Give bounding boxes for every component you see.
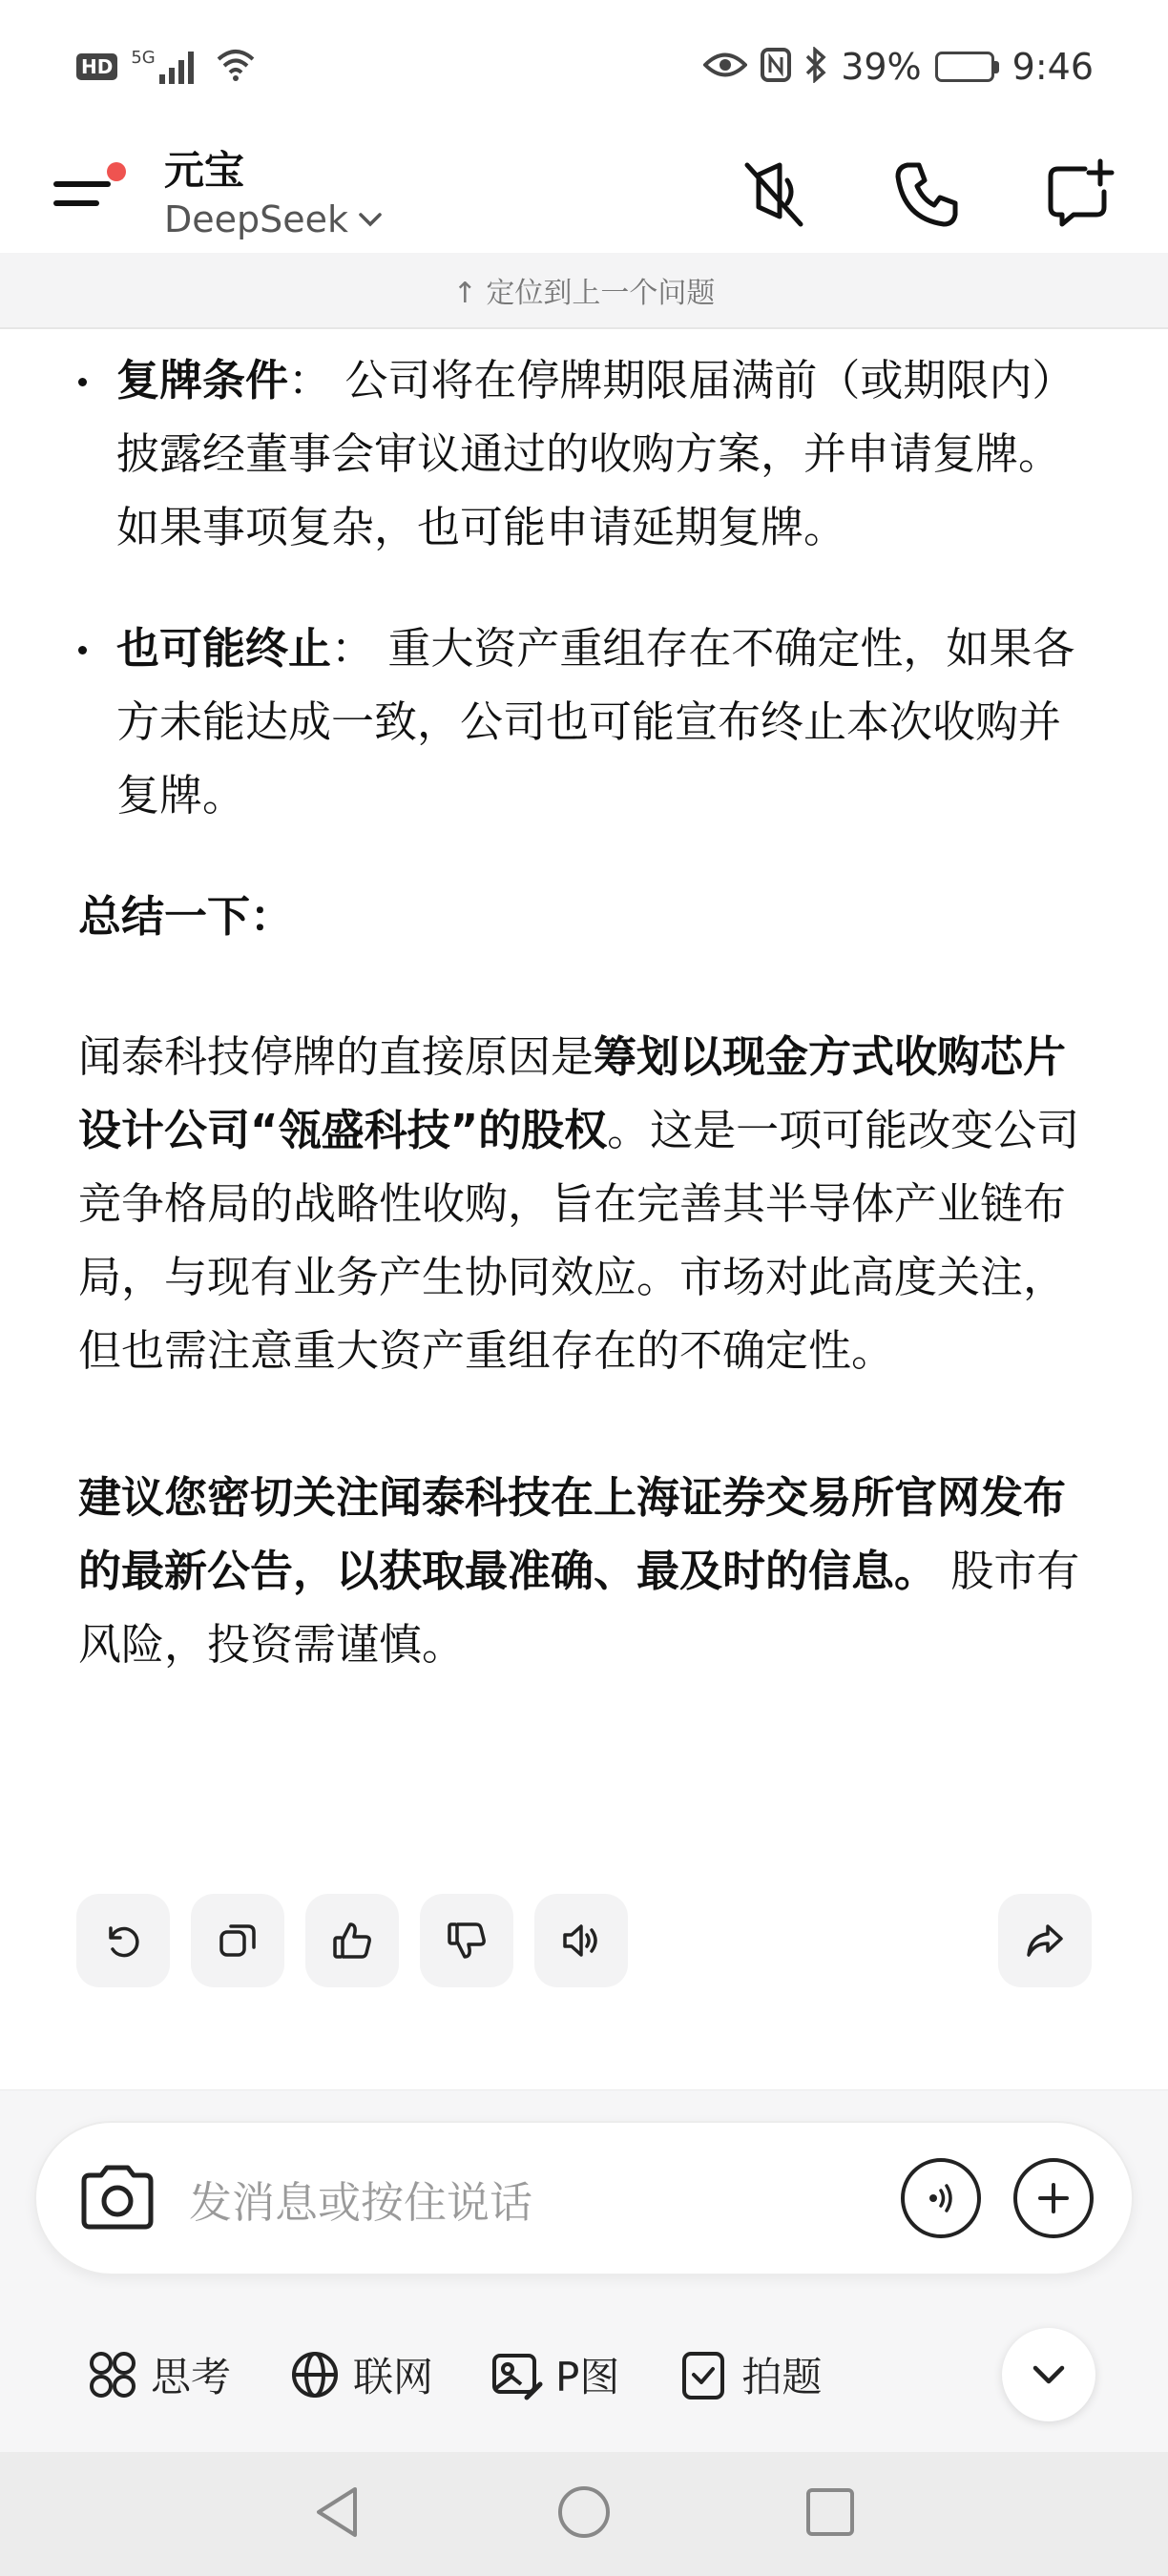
home-circle-icon [555, 2483, 613, 2541]
read-aloud-button[interactable] [534, 1894, 628, 1987]
notification-dot [107, 162, 126, 181]
tool-label: P图 [555, 2354, 620, 2400]
composer-area [0, 2089, 1168, 2452]
image-edit-icon [489, 2346, 546, 2403]
network-type: 5G [131, 48, 156, 68]
hd-badge: HD [76, 53, 117, 80]
message-input[interactable]: 发消息或按住说话 [189, 2176, 533, 2228]
message-content [78, 343, 1095, 1681]
tool-image-edit[interactable] [489, 2346, 619, 2403]
refresh-icon [101, 1919, 145, 1963]
share-icon [1023, 1919, 1067, 1963]
app-title: 元宝 [164, 146, 245, 194]
signal-icon [131, 50, 200, 84]
chevron-down-icon [358, 211, 383, 228]
advice-post: 股市有风险，投资需谨慎。 [78, 1546, 1080, 1670]
back-triangle-icon [311, 2483, 365, 2541]
header [0, 134, 1168, 253]
camera-icon [74, 2160, 160, 2236]
tool-web-search[interactable] [286, 2346, 433, 2403]
expand-tools-button[interactable] [1002, 2328, 1095, 2421]
summary-paragraph [78, 1020, 1095, 1387]
status-left [76, 48, 257, 86]
header-actions [735, 155, 1118, 233]
voice-wave-icon [920, 2177, 962, 2219]
home-button[interactable] [555, 2483, 613, 2545]
chevron-down-icon [1030, 2362, 1068, 2387]
summary-pre: 闻泰科技停牌的直接原因是 [78, 1031, 594, 1082]
tool-label: 思考 [151, 2354, 232, 2400]
mute-button[interactable] [735, 155, 813, 233]
model-selector[interactable] [164, 197, 383, 242]
copy-button[interactable] [191, 1894, 284, 1987]
call-button[interactable] [887, 155, 966, 233]
plus-icon [1032, 2177, 1074, 2219]
bullet-title: 复牌条件 [116, 355, 289, 405]
locate-banner-text: ↑ 定位到上一个问题 [452, 277, 716, 310]
share-button[interactable] [998, 1894, 1092, 1987]
nfc-icon [761, 48, 791, 86]
bluetooth-icon [804, 47, 827, 87]
locate-previous-question-button[interactable] [0, 253, 1168, 329]
battery-icon [935, 52, 999, 82]
dislike-button[interactable] [420, 1894, 513, 1987]
camera-button[interactable] [74, 2160, 160, 2236]
recents-square-icon [803, 2485, 857, 2539]
thumbs-up-icon [330, 1919, 374, 1963]
advice-highlight: 建议您密切关注闻泰科技在上海证券交易所官网发布的最新公告，以获取最准确、最及时的信息。 [78, 1472, 1067, 1596]
system-nav-bar [0, 2452, 1168, 2576]
tool-label: 拍题 [741, 2354, 823, 2400]
speaker-icon [559, 1919, 603, 1963]
summary-highlight: 筹划以现金方式收购芯片设计公司“瓴盛科技”的股权 [78, 1031, 1067, 1155]
like-button[interactable] [305, 1894, 399, 1987]
globe-icon [286, 2346, 344, 2403]
thumbs-down-icon [445, 1919, 489, 1963]
new-chat-icon [1043, 157, 1116, 230]
bullet-item [78, 612, 1095, 832]
speaker-muted-icon [738, 157, 810, 230]
status-bar [0, 0, 1168, 134]
status-right [703, 46, 1094, 88]
new-chat-button[interactable] [1040, 155, 1118, 233]
model-name: DeepSeek [164, 197, 349, 240]
copy-icon [216, 1919, 260, 1963]
bullet-item [78, 343, 1095, 564]
menu-icon-line [53, 200, 99, 206]
tool-photo-question[interactable] [675, 2346, 822, 2403]
title-block [164, 145, 383, 242]
advice-paragraph [78, 1461, 1095, 1681]
think-icon [84, 2346, 141, 2403]
menu-icon [53, 181, 111, 187]
summary-heading: 总结一下： [78, 891, 294, 942]
tools-row [84, 2327, 1095, 2422]
photo-question-icon [675, 2346, 732, 2403]
bullet-text: ： 重大资产重组存在不确定性，如果各方未能达成一致，公司也可能宣布终止本次收购并复牌。 [116, 623, 1075, 821]
phone-icon [890, 157, 963, 230]
back-button[interactable] [311, 2483, 365, 2545]
recents-button[interactable] [803, 2485, 857, 2543]
tool-label: 联网 [353, 2354, 434, 2400]
summary-post: 。这是一项可能改变公司竞争格局的战略性收购，旨在完善其半导体产业链布局，与现有业务产生协同效应。市场对此高度关注，但也需注意重大资产重组存在的不确定性。 [78, 1105, 1080, 1376]
message-input-bar[interactable] [34, 2121, 1134, 2275]
bullet-text: ： 公司将在停牌期限届满前（或期限内）披露经董事会审议通过的收购方案，并申请复牌。如果事项复杂，也可能申请延期复牌。 [116, 355, 1075, 552]
menu-button[interactable] [53, 158, 124, 229]
message-actions [76, 1894, 1092, 1987]
tool-think[interactable] [84, 2346, 231, 2403]
wifi-icon [215, 48, 257, 86]
clock: 9:46 [1012, 46, 1094, 88]
regenerate-button[interactable] [76, 1894, 170, 1987]
battery-percent: 39% [841, 46, 922, 88]
add-attachment-button[interactable] [1013, 2158, 1094, 2238]
voice-call-button[interactable] [901, 2158, 981, 2238]
bullet-title: 也可能终止 [116, 623, 332, 674]
eye-icon [703, 51, 747, 83]
